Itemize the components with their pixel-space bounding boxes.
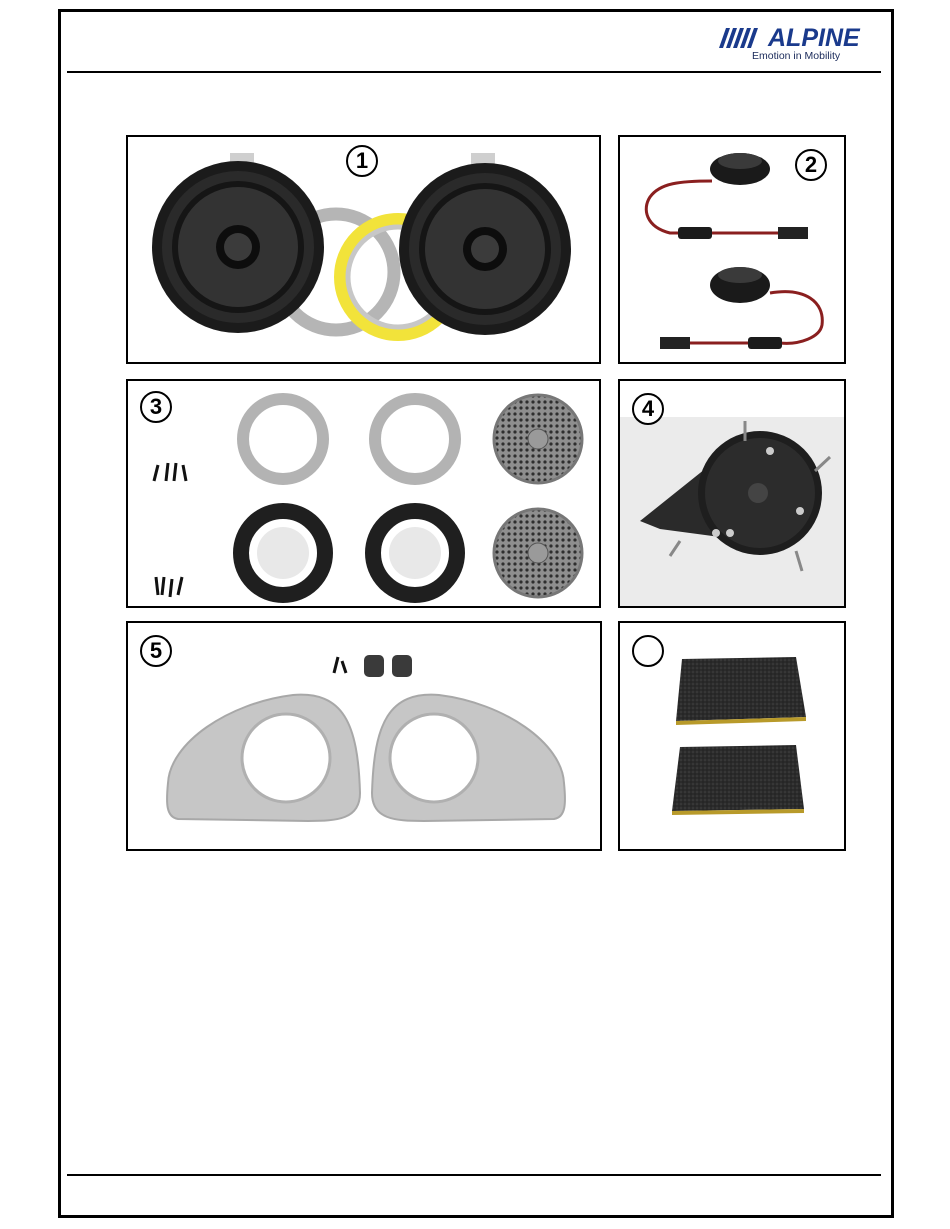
panel-5-pod-covers <box>126 621 602 851</box>
item-number-badge: 3 <box>140 391 172 423</box>
foam-pad <box>672 745 804 811</box>
panel-1-woofers <box>126 135 601 364</box>
right-pod-cover <box>372 695 565 821</box>
item-number-badge: 5 <box>140 635 172 667</box>
logo-tagline: Emotion in Mobility <box>752 50 841 62</box>
footer-rule <box>67 1174 881 1176</box>
screws-bottom <box>156 577 182 597</box>
panel-4-bracket <box>618 379 846 608</box>
gray-trim-ring <box>243 399 323 479</box>
screws-top <box>154 463 186 481</box>
foam-plug <box>392 655 412 677</box>
foam-pad <box>676 657 806 721</box>
left-pod-cover <box>167 695 360 821</box>
item-number-badge: 1 <box>346 145 378 177</box>
panel-6-foam-pads <box>618 621 846 851</box>
woofer-left <box>152 153 324 333</box>
panel-3-rings-grilles <box>126 379 601 608</box>
logo-mark <box>718 25 860 51</box>
header-rule <box>67 71 881 73</box>
logo-stripes-icon <box>718 25 768 51</box>
panel-2-tweeters <box>618 135 846 364</box>
item-number-badge: 4 <box>632 393 664 425</box>
item-number-badge <box>632 635 664 667</box>
rings-grilles-image <box>128 381 601 608</box>
logo-brand-text: ALPINE <box>768 24 860 52</box>
gray-trim-ring <box>375 399 455 479</box>
pod-covers-image <box>128 623 602 851</box>
foam-plug <box>364 655 384 677</box>
woofer-right <box>399 153 571 335</box>
alpine-logo <box>718 25 870 65</box>
screw <box>334 657 338 673</box>
item-number-badge: 2 <box>795 149 827 181</box>
